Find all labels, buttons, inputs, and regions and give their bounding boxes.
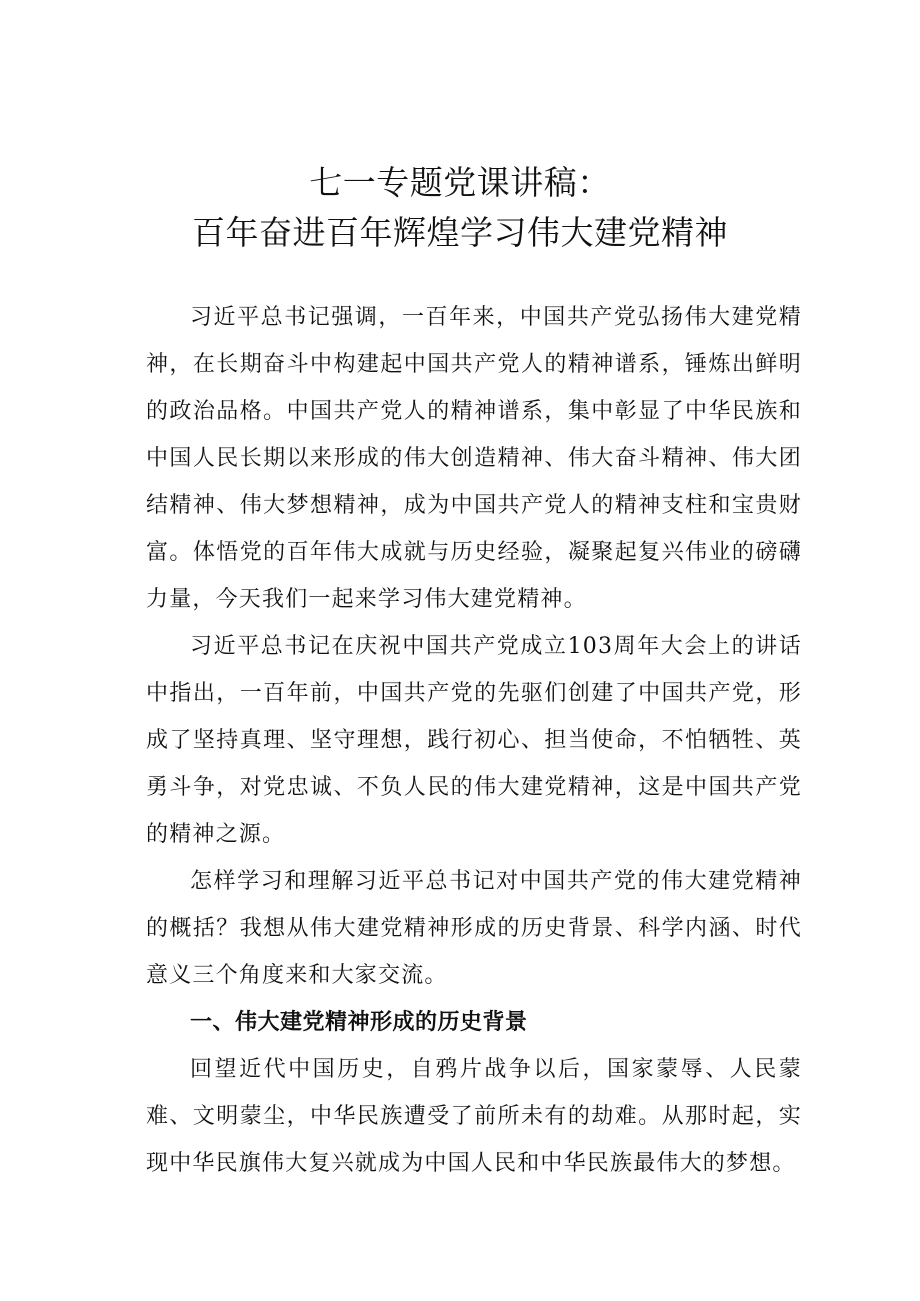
title-line-1: 七一专题党课讲稿： [309,163,611,202]
section-heading-1: 一、伟大建党精神形成的历史背景 [190,1010,528,1035]
document-title [0,158,920,258]
paragraph-1: 习近平总书记强调，一百年来，中国共产党弘扬伟大建党精神，在长期奋斗中构建起中国共产党人的精神谱系，锤炼出鲜明的政治品格。中国共产党人的精神谱系，集中彰显了中华民族和中国人民长期以来形成的伟大创造精神、伟大奋斗精神、伟大团结精神、伟大梦想精神，成为中国共产党人的精神支柱和宝贵财富。体悟党的百年伟大成就与历史经验，凝聚起复兴伟业的磅礴力量，今天我们一起来学习伟大建党精神。 [146,305,802,612]
document-body [146,294,802,1187]
title-line-2: 百年奋进百年辉煌学习伟大建党精神 [192,213,728,252]
paragraph-3: 怎样学习和理解习近平总书记对中国共产党的伟大建党精神的概括？我想从伟大建党精神形成的历史背景、科学内涵、时代意义三个角度来和大家交流。 [146,869,802,988]
paragraph-2: 习近平总书记在庆祝中国共产党成立103周年大会上的讲话中指出，一百年前，中国共产党的先驱们创建了中国共产党，形成了坚持真理、坚守理想，践行初心、担当使命，不怕牺牲、英勇斗争，对党忠诚、不负人民的伟大建党精神，这是中国共产党的精神之源。 [146,634,802,847]
section-1-paragraph: 回望近代中国历史，自鸦片战争以后，国家蒙辱、人民蒙难、文明蒙尘，中华民族遭受了前所未有的劫难。从那时起，实现中华民旗伟大复兴就成为中国人民和中华民族最伟大的梦想。 [146,1057,802,1176]
